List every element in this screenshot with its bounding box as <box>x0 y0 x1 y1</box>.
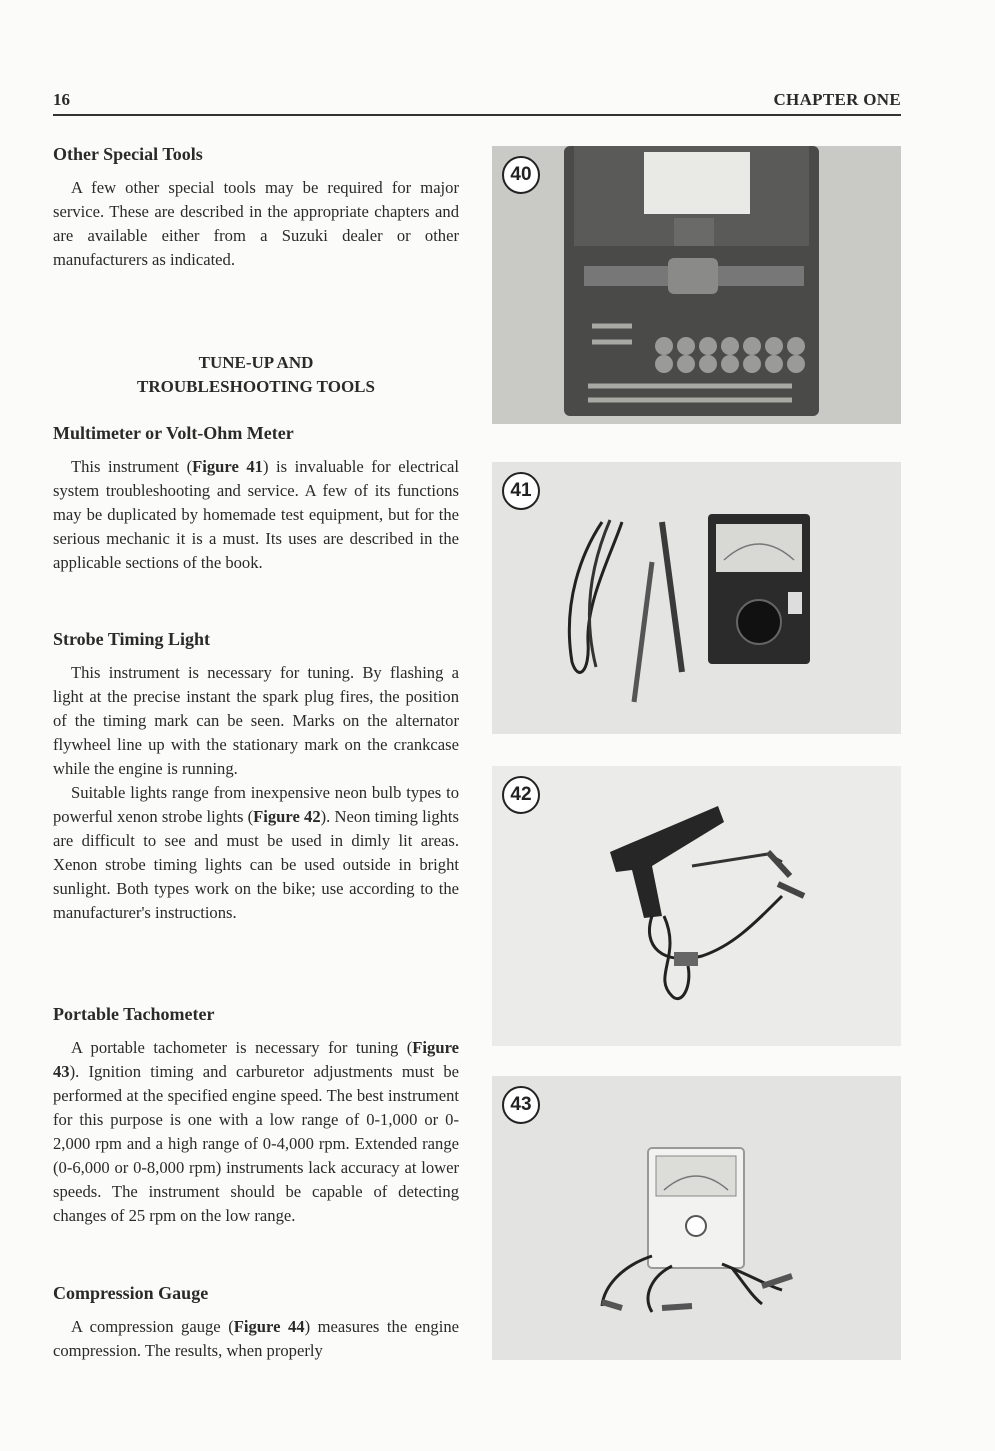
section-compression-gauge <box>53 1283 459 1363</box>
figure-number-badge: 41 <box>502 472 540 510</box>
tuneup-heading-line1: TUNE-UP AND <box>198 353 314 372</box>
page-number: 16 <box>53 90 70 109</box>
heading-portable-tachometer: Portable Tachometer <box>53 1004 215 1024</box>
tuneup-heading-line2: TROUBLESHOOTING TOOLS <box>137 377 375 396</box>
section-multimeter <box>53 423 459 575</box>
heading-other-special-tools: Other Special Tools <box>53 144 203 164</box>
paragraph: A compression gauge (Figure 44) measures the engine compression. The results, when properly <box>53 1317 459 1360</box>
chapter-title: CHAPTER ONE <box>773 90 901 109</box>
heading-compression-gauge: Compression Gauge <box>53 1283 209 1303</box>
figure-ref: Figure 41 <box>192 457 263 476</box>
figure-ref: Figure 44 <box>233 1317 305 1336</box>
section-strobe-timing-light <box>53 629 459 925</box>
figure-40 <box>492 146 901 424</box>
figure-number-badge: 40 <box>502 156 540 194</box>
heading-strobe-timing-light: Strobe Timing Light <box>53 629 211 649</box>
figure-ref: Figure 42 <box>253 807 321 826</box>
section-tuneup-heading <box>53 351 459 399</box>
figure-number-badge: 42 <box>502 776 540 814</box>
paragraph: Suitable lights range from inexpensive neon bulb types to powerful xenon strobe lights (Figure 42). Neon timing lights are difficult to see and must be used in dimly lit areas. Xenon strobe timing lights can be used outside in bright sunlight. Both types work on the bike; use according to the manufacturer's instructions. <box>53 783 459 922</box>
figure-number-badge: 43 <box>502 1086 540 1124</box>
multimeter-photo-icon <box>492 462 901 734</box>
paragraph: A portable tachometer is necessary for tuning (Figure 43). Ignition timing and carburetor adjustments must be performed at the specified engine speed. The best instrument for this purpose is one with a low range of 0-1,000 or 0-2,000 rpm and a high range of 0-4,000 rpm. Extended range (0-6,000 or 0-8,000 rpm) instruments lack accuracy at lower speeds. The instrument should be capable of detecting changes of 25 rpm on the low range. <box>53 1038 459 1225</box>
section-portable-tachometer <box>53 1004 459 1228</box>
page-header <box>53 88 901 116</box>
heading-multimeter: Multimeter or Volt-Ohm Meter <box>53 423 294 443</box>
figure-43 <box>492 1076 901 1360</box>
tap-and-die-set-photo-icon <box>492 146 901 424</box>
tachometer-photo-icon <box>492 1076 901 1360</box>
paragraph: This instrument is necessary for tuning. By flashing a light at the precise instant the spark plug fires, the position of the timing mark can be seen. Marks on the alternator flywheel line up with the stationary mark on the crankcase while the engine is running. <box>53 663 459 778</box>
timing-light-photo-icon <box>492 766 901 1046</box>
paragraph: This instrument (Figure 41) is invaluable for electrical system troubleshooting and service. A few of its functions may be duplicated by homemade test equipment, but for the serious mechanic it is a must. Its uses are described in the applicable sections of the book. <box>53 457 459 572</box>
section-other-special-tools <box>53 144 459 272</box>
figure-41 <box>492 462 901 734</box>
figure-ref: Figure 43 <box>53 1038 459 1081</box>
figure-42 <box>492 766 901 1046</box>
paragraph: A few other special tools may be required for major service. These are described in the appropriate chapters and are available either from a Suzuki dealer or other manufacturers as indicated. <box>53 178 459 269</box>
